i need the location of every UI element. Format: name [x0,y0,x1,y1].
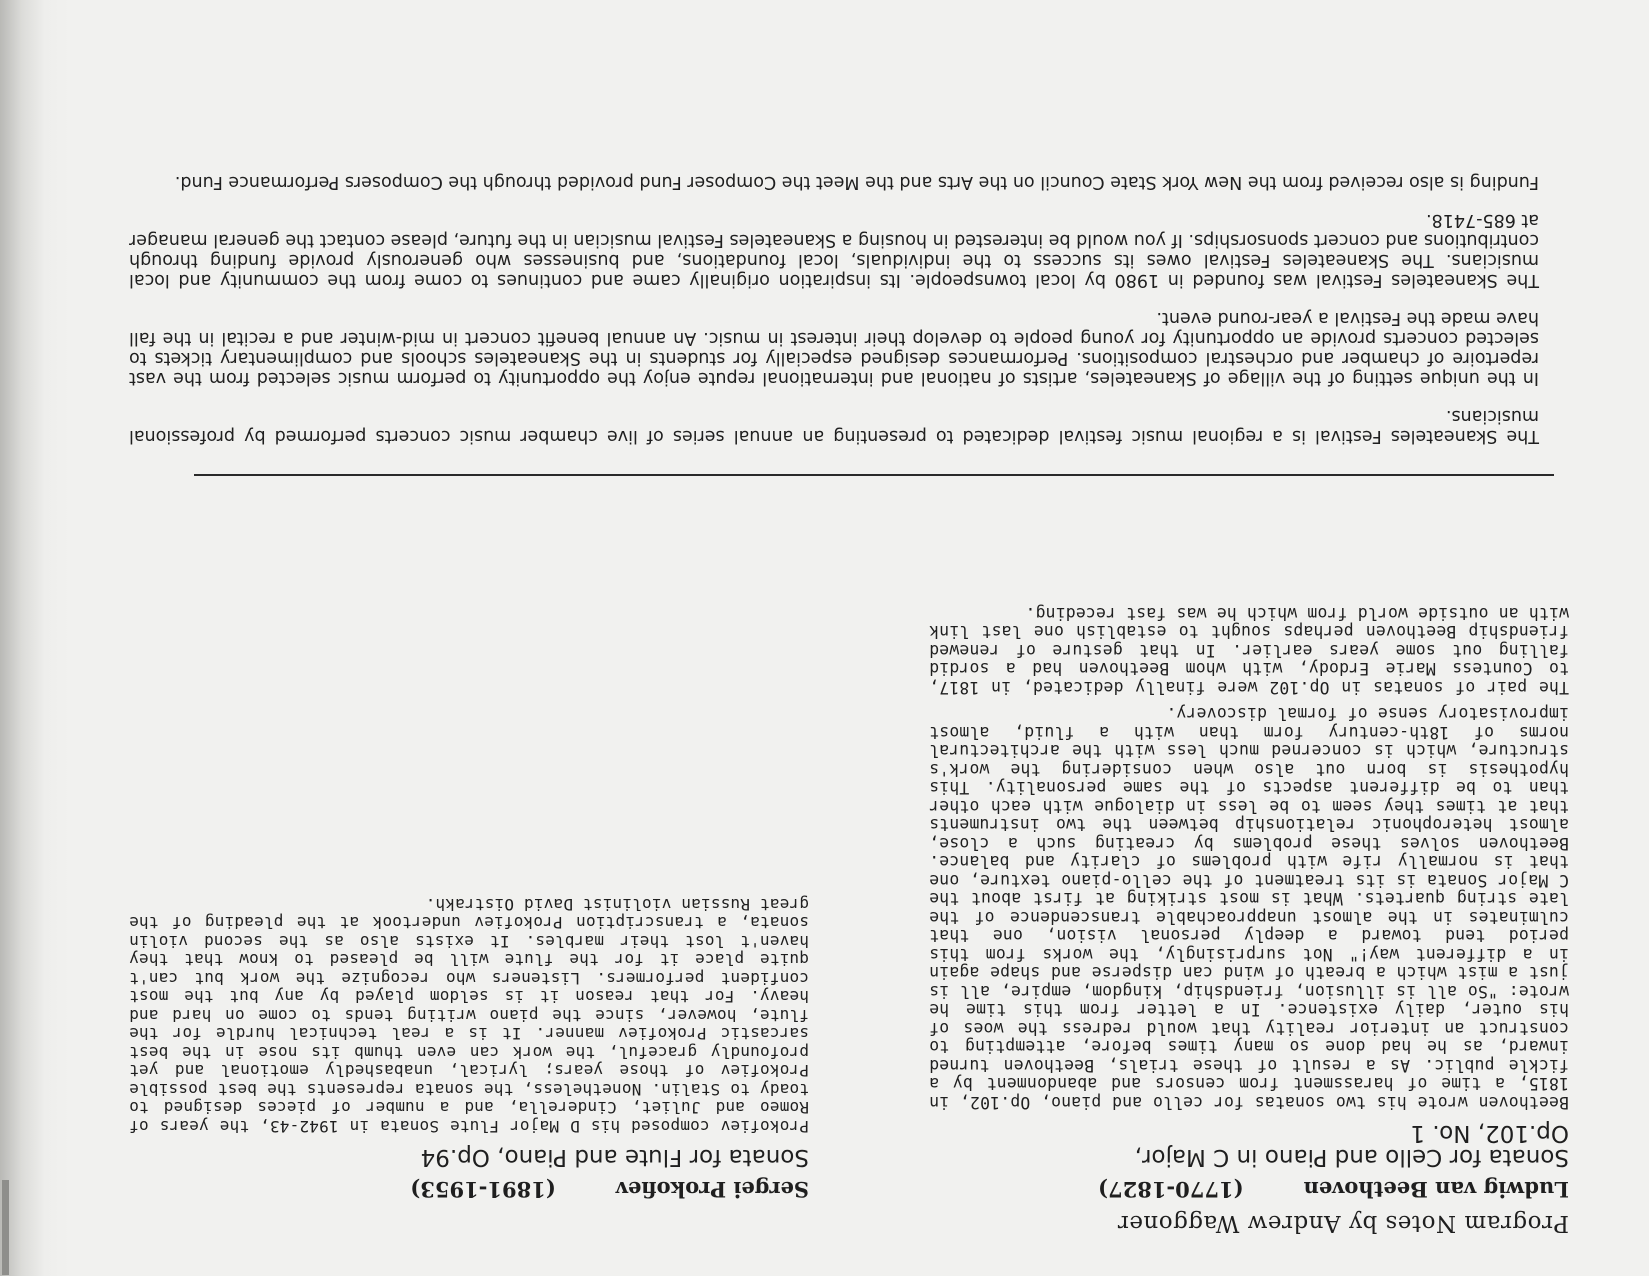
prokofiev-name: Sergei Prokofiev [615,1177,809,1202]
beethoven-dates: (1770-1827) [1098,1177,1244,1202]
festival-paragraph-3: The Skaneateles Festival was founded in 1980 by local townspeople. Its inspiration originally came and continues to come from the community and local musicians. The Skaneateles Festival owes its success to the individuals, local foundations, and businesses who generously provide funding through contributions and concert sponsorships. If you would be interested in housing a Skaneateles Festival musician in the future, please contact the general manager at 685-7418. [129,210,1539,290]
festival-paragraph-2: In the unique setting of the village of Skaneateles, artists of national and international repute enjoy the opportunity to perform music selected from the vast repertoire of chamber and orchestral compositions. Performances designed especially for students in the Skaneateles schools and complimentary tickets to selected concerts provide an opportunity for young people to develop their interest in music. An annual benefit concert in mid-winter and a recital in the fall have made the Festival a year-round event. [129,308,1539,388]
festival-paragraph-4: Funding is also received from the New York State Council on the Arts and the Meet the Composer Fund provided through the Composers Performance Fund. [174,172,1539,192]
beethoven-name: Ludwig van Beethoven [1303,1177,1569,1202]
prokofiev-heading [129,1177,809,1202]
beethoven-work-title: Sonata for Cello and Piano in C Major, Op.102, No. 1 [1134,1120,1569,1170]
prokofiev-dates: (1891-1953) [410,1177,556,1202]
section-divider [194,474,1554,476]
beethoven-heading [929,1177,1569,1202]
beethoven-column [929,596,1569,1203]
festival-paragraph-1: The Skaneateles Festival is a regional music festival dedicated to presenting an annual series of live chamber music concerts performed by professional musicians. [129,406,1539,446]
page-title: Program Notes by Andrew Waggoner [1117,1210,1569,1236]
prokofiev-note-paragraph: Prokofiev composed his D Major Flute Sonata in 1942-43, the years of Romeo and Juliet, Cinderella, and a number of pieces designed to toady to Stalin. Nonetheless, the sonata represents the best possible Prokofiev of those years; lyrical, unabashedly emotional and yet profoundly graceful, the work can even thumb its nose in the best sarcastic Prokofiev manner. It is a real technical hurdle for the flute, however, since the piano writing tends to come on hard and heavy. For that reason it is seldom played by any but the most confident performers. Listeners who recognize the work but can't quite place it for the flute will be pleased to know that they haven't lost their marbles. It exists also as the second violin sonata, a transcription Prokofiev undertook at the pleading of the great Russian violinist David Oistrakh. [129,895,809,1136]
festival-info [129,154,1539,446]
beethoven-note-paragraph-2: The pair of sonatas in Op.102 were finally dedicated, in 1817, to Countess Marie Erdody, with whom Beethoven had a sordid falling out some years earlier. In that gesture of renewed friendship Beethoven perhaps sought to establish one last link with an outside world from which he was fast receding. [929,604,1569,697]
prokofiev-work-title: Sonata for Flute and Piano, Op.94 [420,1144,809,1170]
prokofiev-column [129,887,809,1203]
beethoven-note-paragraph-1: Beethoven wrote his two sonatas for cello and piano, Op.102, in 1815, a time of harassment from censors and abandonment by a fickle public. As a result of these trials, Beethoven turned inward, as he had done so many times before, attempting to construct an interior reality that would redress the woes of his outer, daily existence. In a letter from this time he wrote: "So all is illusion, friendship, kingdom, empire, all is just a mist which a breath of wind can disperse and shape again in a different way!" Not surprisingly, the works from this period tend toward a deeply personal vision, one that culminates in the almost unapproachable transcendence of the late string quartets. What is most striking at first about the C Major Sonata is its treatment of the cello-piano texture, one that is normally rife with problems of clarity and balance. Beethoven solves these problems by creating such a close, almost heterophonic relationship between the two instruments that at times they seem to be less in dialogue with each other than to be different aspects of the same personality. This hypothesis is born out also when considering the work's structure, which is concerned much less with the architectural norms of 18th-century form than with a fluid, almost improvisatory sense of formal discovery. [929,704,1569,1112]
